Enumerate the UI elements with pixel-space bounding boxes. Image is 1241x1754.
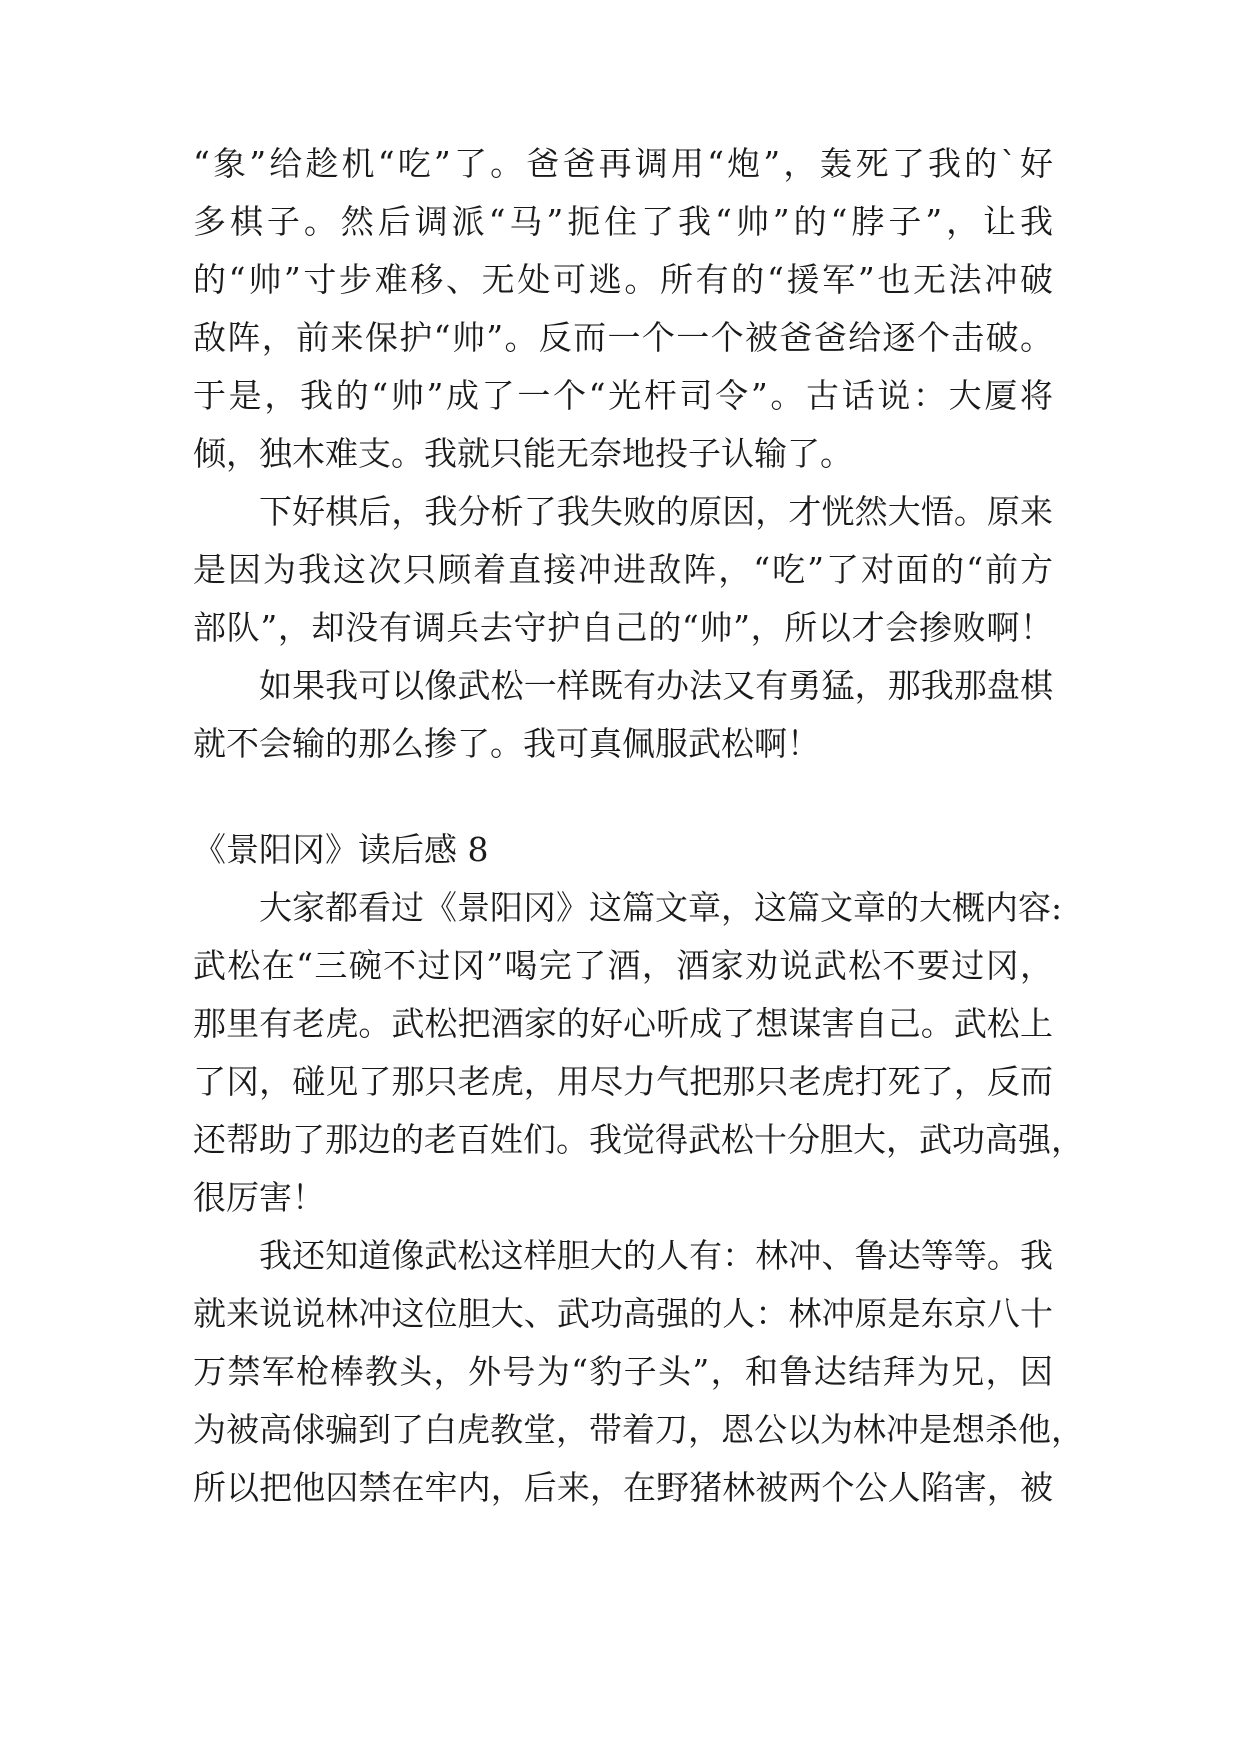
paragraph-first-line: 下好棋后，我分析了我失败的原因，才恍然大悟。原来: [259, 492, 1053, 531]
text-line: 于是，我的“帅”成了一个“光杆司令”。古话说：大厦将: [193, 376, 1053, 415]
text-line: 万禁军枪棒教头，外号为“豹子头”，和鲁达结拜为兄，因: [193, 1352, 1053, 1391]
text-line: 很厉害！: [193, 1178, 325, 1217]
text-line: 为被高俅骗到了白虎教堂，带着刀，恩公以为林冲是想杀他，: [193, 1410, 1084, 1449]
text-line: 武松在“三碗不过冈”喝完了酒，酒家劝说武松不要过冈，: [193, 946, 1053, 985]
text-line: 所以把他囚禁在牢内，后来，在野猪林被两个公人陷害，被: [193, 1468, 1053, 1507]
text-line: 了冈，碰见了那只老虎，用尽力气把那只老虎打死了，反而: [193, 1062, 1053, 1101]
text-line: 那里有老虎。武松把酒家的好心听成了想谋害自己。武松上: [193, 1004, 1053, 1043]
text-line: “象”给趁机“吃”了。爸爸再调用“炮”，轰死了我的`好: [193, 144, 1053, 183]
text-line: 的“帅”寸步难移、无处可逃。所有的“援军”也无法冲破: [193, 260, 1053, 299]
text-line: 就不会输的那么掺了。我可真佩服武松啊！: [193, 724, 820, 763]
text-line: 倾，独木难支。我就只能无奈地投子认输了。: [193, 434, 853, 473]
paragraph-first-line: 我还知道像武松这样胆大的人有：林冲、鲁达等等。我: [259, 1236, 1053, 1275]
text-line: 还帮助了那边的老百姓们。我觉得武松十分胆大，武功高强，: [193, 1120, 1084, 1159]
text-line: 是因为我这次只顾着直接冲进敌阵，“吃”了对面的“前方: [193, 550, 1053, 589]
text-line: 就来说说林冲这位胆大、武功高强的人：林冲原是东京八十: [193, 1294, 1053, 1333]
text-line: 敌阵，前来保护“帅”。反而一个一个被爸爸给逐个击破。: [193, 318, 1053, 357]
text-line: 部队”，却没有调兵去守护自己的“帅”，所以才会掺败啊！: [193, 608, 1053, 647]
paragraph-first-line: 大家都看过《景阳冈》这篇文章，这篇文章的大概内容:: [259, 888, 1063, 927]
text-line: 多棋子。然后调派“马”扼住了我“帅”的“脖子”，让我: [193, 202, 1053, 241]
paragraph-first-line: 如果我可以像武松一样既有办法又有勇猛，那我那盘棋: [259, 666, 1053, 705]
section-heading: 《景阳冈》读后感 8: [193, 830, 489, 869]
